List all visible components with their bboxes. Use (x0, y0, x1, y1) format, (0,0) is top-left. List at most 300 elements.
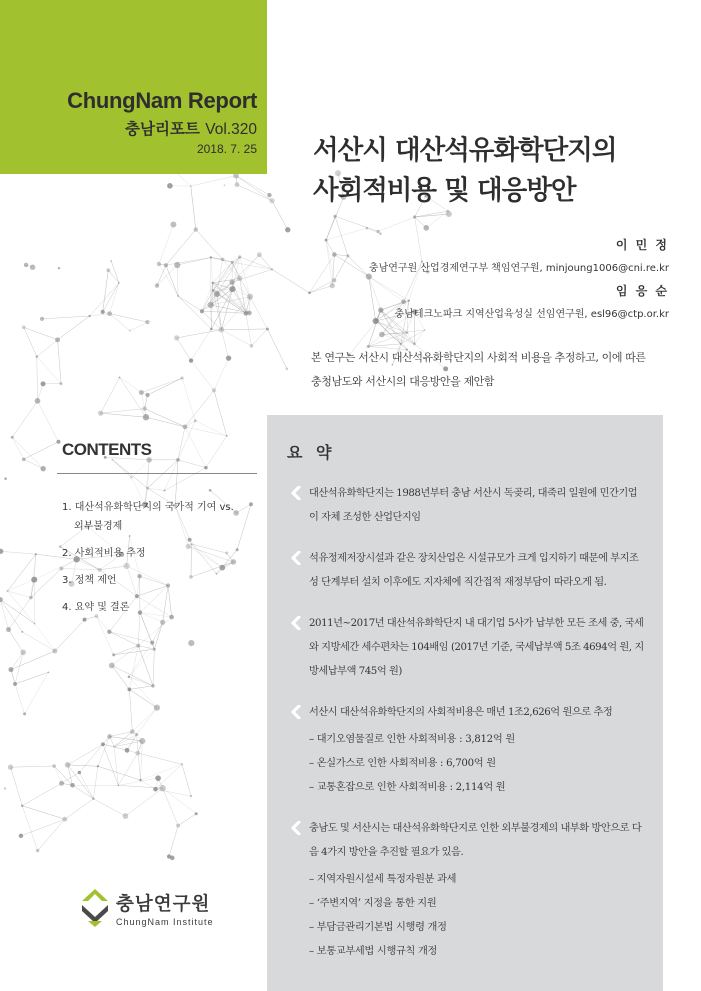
network-node (101, 310, 105, 314)
publication-date: 2018. 7. 25 (196, 142, 257, 156)
network-node (70, 783, 75, 788)
network-line (93, 799, 125, 816)
network-line (334, 256, 348, 281)
series-name: 충남리포트 (125, 120, 200, 138)
network-node (13, 682, 17, 686)
network-node (174, 335, 179, 340)
network-node (4, 477, 7, 480)
network-line (0, 600, 22, 632)
network-line (103, 283, 119, 312)
network-node (167, 854, 171, 858)
toc-item-label: 3. 정책 제언 (62, 575, 117, 586)
network-node (224, 184, 226, 186)
network-line (145, 409, 185, 427)
network-line (177, 330, 222, 338)
network-node (308, 292, 311, 295)
network-node (23, 712, 26, 715)
network-line (166, 265, 178, 296)
network-line (129, 649, 155, 677)
summary-item-text: 서산시 대산석유화학단지의 사회적비용은 매년 1조2,626억 원으로 추정 (309, 707, 613, 718)
network-line (140, 764, 182, 780)
network-node (35, 553, 37, 555)
network-node (135, 751, 140, 756)
network-line (177, 338, 191, 361)
author-name: 임 응 순 (615, 284, 669, 298)
network-line (369, 277, 381, 311)
network-line (246, 313, 252, 346)
network-node (267, 193, 271, 197)
network-node (31, 577, 37, 583)
network-node (214, 291, 220, 297)
network-line (191, 329, 211, 361)
toc-item[interactable] (62, 571, 257, 590)
contents-title: CONTENTS (62, 440, 152, 459)
summary-subitem: – 온실가스로 인한 사회적비용 : 6,700억 원 (309, 758, 496, 769)
network-line (37, 357, 38, 401)
network-line (182, 764, 191, 796)
network-node (58, 267, 60, 269)
network-line (202, 291, 213, 312)
network-line (221, 330, 228, 358)
network-node (65, 762, 71, 768)
abstract-line-1: 본 연구는 서산시 대산석유화학단지의 사회적 비용을 추정하고, 이에 따른 (311, 351, 646, 364)
network-node (128, 676, 130, 678)
network-line (175, 172, 190, 186)
network-line (38, 401, 59, 442)
network-node (266, 327, 269, 330)
network-line (22, 806, 65, 819)
abstract-line-2: 충청남도와 서산시의 대응방안을 제안함 (311, 375, 495, 388)
network-line (185, 427, 227, 436)
network-node (60, 382, 63, 385)
network-line (250, 297, 267, 329)
network-line (112, 646, 139, 666)
network-line (11, 767, 23, 806)
chevron-left-icon (290, 821, 302, 835)
network-line (415, 211, 448, 217)
network-node (167, 183, 173, 189)
network-node (212, 289, 215, 292)
network-node (127, 687, 131, 691)
network-node (125, 748, 130, 753)
network-line (9, 630, 24, 653)
network-node (88, 315, 90, 317)
network-node (424, 329, 426, 331)
network-node (189, 358, 193, 362)
network-line (130, 322, 148, 331)
network-node (219, 327, 225, 333)
network-line (108, 270, 119, 283)
network-node (107, 630, 111, 634)
network-line (148, 378, 183, 395)
network-line (153, 649, 154, 686)
network-node (212, 282, 214, 284)
network-line (221, 330, 251, 346)
network-node (194, 227, 198, 231)
network-line (414, 330, 424, 344)
network-line (0, 600, 8, 630)
network-line (426, 211, 448, 228)
institute-logo (78, 887, 214, 929)
network-node (8, 765, 13, 770)
network-line (58, 340, 61, 384)
summary-item (289, 817, 644, 964)
summary-item (289, 482, 644, 530)
network-node (176, 824, 180, 828)
network-line (114, 646, 139, 655)
network-node (257, 252, 262, 257)
network-line (335, 216, 348, 256)
green-header-block (0, 0, 267, 174)
network-node (34, 623, 36, 625)
network-line (369, 277, 376, 321)
network-node (135, 733, 138, 736)
network-line (9, 598, 31, 630)
contents-box (57, 440, 257, 625)
network-node (48, 671, 50, 673)
network-node (154, 705, 160, 711)
network-node (41, 381, 46, 386)
network-line (196, 230, 223, 260)
abstract (311, 346, 681, 394)
network-node (112, 653, 115, 656)
network-line (62, 772, 80, 783)
network-line (378, 217, 415, 231)
network-line (141, 378, 182, 392)
network-line (38, 819, 65, 850)
summary-subitem: – 대기오염물질로 인한 사회적비용 : 3,812억 원 (309, 734, 515, 745)
network-node (155, 775, 161, 781)
network-line (11, 766, 55, 767)
series-volume (67, 117, 257, 139)
author-affiliation: 충남테크노파크 지역산업육성실 선임연구원, esl96@ctp.or.kr (394, 309, 669, 320)
network-line (12, 437, 23, 459)
network-node (271, 268, 273, 270)
author-affiliation: 충남연구원 산업경제연구부 책임연구원, minjoung1006@cni.re.kr (368, 263, 669, 274)
toc-item-label: 1. 대산석유화학단지의 국가적 기여 vs. (62, 502, 234, 513)
chevron-left-icon (290, 616, 302, 630)
toc-item[interactable] (62, 598, 257, 617)
network-node (210, 256, 212, 258)
network-line (101, 409, 145, 414)
network-node (139, 390, 144, 395)
network-node (118, 282, 120, 284)
network-node (200, 309, 204, 313)
network-line (166, 257, 211, 265)
network-line (272, 269, 309, 292)
network-node (4, 787, 6, 789)
network-line (182, 378, 195, 421)
network-node (11, 436, 14, 439)
toc-item-label: 2. 사회적비용 추정 (62, 548, 146, 559)
network-node (107, 311, 112, 316)
brand-title: ChungNam Report (67, 88, 257, 113)
network-line (22, 783, 61, 805)
network-line (326, 240, 332, 285)
network-node (400, 343, 402, 345)
network-node (101, 742, 105, 746)
network-node (332, 278, 336, 282)
network-line (348, 256, 369, 277)
network-node (151, 684, 154, 687)
network-node (183, 424, 188, 429)
network-node (136, 644, 140, 648)
network-line (111, 261, 119, 283)
network-line (146, 417, 185, 427)
network-line (120, 377, 142, 392)
network-line (58, 316, 90, 340)
table-of-contents (57, 498, 257, 617)
network-node (142, 406, 147, 411)
network-line (138, 753, 182, 764)
network-line (12, 437, 43, 468)
network-node (210, 328, 213, 331)
network-node (332, 252, 337, 257)
network-node (190, 795, 192, 797)
network-line (101, 413, 146, 417)
summary-item (289, 547, 644, 595)
network-node (119, 377, 121, 379)
network-line (236, 176, 272, 201)
network-line (24, 459, 43, 468)
network-line (267, 329, 286, 369)
network-line (211, 305, 212, 329)
summary-item-text: 석유정제저장시설과 같은 장치산업은 시설규모가 크게 입지하기 때문에 부지조성 단계부터 설치 이후에도 지자체에 직간접적 재정부담이 따라오게 됨. (309, 553, 639, 588)
network-node (123, 813, 129, 819)
network-line (185, 390, 214, 427)
network-node (110, 260, 112, 262)
network-line (191, 186, 196, 229)
network-node (52, 649, 57, 654)
network-node (226, 435, 228, 437)
network-node (247, 294, 253, 300)
network-node (379, 332, 385, 338)
network-line (120, 377, 146, 417)
network-node (376, 230, 379, 233)
network-line (79, 744, 103, 772)
chevron-left-icon (290, 705, 302, 719)
network-line (237, 185, 272, 201)
network-node (78, 771, 81, 774)
network-node (139, 738, 145, 744)
network-node (378, 308, 383, 313)
network-line (129, 677, 157, 708)
network-node (238, 255, 241, 258)
network-line (251, 329, 267, 346)
institute-mark-icon (78, 887, 112, 929)
network-node (229, 286, 235, 292)
author-name: 이 민 정 (615, 238, 669, 252)
summary-item-text: 2011년~2017년 대산석유화학단지 내 대기업 5사가 납부한 모든 조세 중, 국세와 지방세간 세수편차는 104배임 (2017년 기준, 국세납부액 5조 4694억 원, 지방세납부액 745억 원) (309, 618, 644, 677)
network-line (79, 772, 93, 798)
network-node (153, 787, 158, 792)
chevron-left-icon (290, 486, 302, 500)
network-node (330, 283, 335, 288)
volume-number: Vol.320 (205, 121, 257, 138)
summary-subitem: – 부담금관리기본법 시행령 개정 (309, 922, 447, 933)
network-line (37, 340, 58, 357)
network-node (145, 320, 149, 324)
summary-subitem: – 지역자원시설세 특정자원분 과세 (309, 874, 457, 885)
network-node (208, 302, 214, 308)
network-node (59, 781, 64, 786)
summary-title: 요 약 (287, 443, 336, 462)
network-line (217, 257, 240, 294)
network-node (29, 596, 33, 600)
network-line (114, 741, 142, 747)
network-node (92, 798, 94, 800)
network-line (309, 286, 332, 293)
network-line (72, 785, 93, 798)
network-line (140, 741, 142, 780)
network-node (164, 263, 168, 267)
network-node (36, 849, 40, 853)
summary-subitems (309, 868, 644, 964)
network-node (181, 763, 183, 765)
network-node (6, 627, 11, 632)
network-line (110, 732, 133, 737)
network-node (170, 222, 176, 228)
logo-text (116, 890, 214, 927)
network-node (8, 667, 13, 672)
network-node (24, 263, 28, 267)
network-node (107, 734, 112, 739)
network-node (36, 355, 38, 357)
network-line (101, 377, 120, 413)
network-node (106, 268, 110, 272)
network-line (214, 358, 229, 390)
network-node (190, 185, 192, 187)
network-line (22, 806, 37, 851)
network-line (37, 357, 61, 384)
network-node (333, 215, 336, 218)
network-line (98, 766, 141, 780)
title-line-2: 사회적비용 및 대응방안 (313, 175, 576, 206)
network-line (65, 799, 94, 819)
toc-item-label-cont: 외부불경제 (74, 521, 123, 532)
summary-item (289, 612, 644, 684)
network-line (129, 686, 153, 689)
network-line (68, 744, 103, 765)
network-node (269, 198, 274, 203)
network-line (159, 225, 173, 264)
logo-english-name: ChungNam Institute (116, 916, 214, 927)
network-line (7, 591, 30, 598)
toc-item[interactable] (62, 498, 257, 536)
network-line (178, 296, 211, 329)
network-node (221, 258, 225, 262)
network-node (145, 393, 149, 397)
toc-item[interactable] (62, 544, 257, 563)
network-line (335, 216, 378, 231)
network-node (129, 330, 131, 332)
network-line (214, 390, 227, 436)
summary-item (289, 701, 644, 800)
network-node (374, 319, 378, 323)
network-node (20, 649, 26, 655)
network-line (415, 214, 449, 217)
network-line (166, 230, 196, 266)
network-node (235, 182, 240, 187)
network-node (150, 641, 154, 645)
network-line (42, 316, 90, 319)
network-node (194, 419, 197, 422)
network-line (1, 551, 36, 554)
network-node (406, 331, 408, 333)
network-node (286, 367, 289, 370)
network-line (7, 554, 35, 591)
network-node (62, 817, 67, 822)
network-line (24, 327, 58, 340)
network-line (7, 580, 34, 591)
network-line (12, 401, 37, 437)
network-line (334, 254, 368, 276)
author-block (395, 282, 669, 320)
network-node (212, 388, 216, 392)
contents-divider (57, 473, 257, 474)
network-node (118, 785, 120, 787)
network-line (109, 632, 138, 646)
network-line (25, 672, 49, 714)
network-node (159, 785, 165, 791)
network-node (366, 227, 369, 230)
network-line (211, 257, 213, 282)
network-line (54, 766, 61, 783)
report-title (313, 131, 616, 211)
network-line (24, 327, 37, 356)
network-line (110, 283, 119, 314)
network-node (247, 311, 252, 316)
network-node (22, 457, 26, 461)
chevron-left-icon (290, 551, 302, 565)
network-line (103, 270, 109, 312)
network-node (423, 225, 429, 231)
network-node (237, 276, 242, 281)
network-node (413, 215, 416, 218)
network-node (0, 549, 3, 554)
network-line (177, 265, 178, 296)
network-node (181, 376, 184, 379)
network-node (177, 295, 179, 297)
network-line (109, 632, 152, 643)
network-node (250, 344, 254, 348)
summary-subitem: – ‘주변지역’ 지정을 통한 지원 (309, 898, 437, 909)
network-line (178, 296, 202, 311)
network-line (31, 554, 36, 597)
network-node (7, 590, 9, 592)
network-line (24, 442, 59, 460)
network-line (90, 314, 110, 316)
network-node (157, 262, 161, 266)
toc-item-label: 4. 요약 및 결론 (62, 602, 130, 613)
network-node (229, 280, 234, 285)
network-node (366, 273, 372, 279)
network-line (35, 624, 55, 651)
network-node (35, 398, 41, 404)
summary-subitem: – 교통혼잡으로 인한 사회적비용 : 2,114억 원 (309, 782, 506, 793)
network-line (68, 765, 98, 766)
network-line (22, 632, 55, 651)
network-node (109, 663, 115, 669)
network-line (129, 689, 132, 731)
network-node (30, 265, 35, 270)
network-node (285, 227, 290, 232)
network-line (15, 684, 25, 714)
network-line (326, 228, 367, 240)
network-node (21, 631, 23, 633)
network-line (213, 262, 233, 283)
network-node (346, 254, 349, 257)
